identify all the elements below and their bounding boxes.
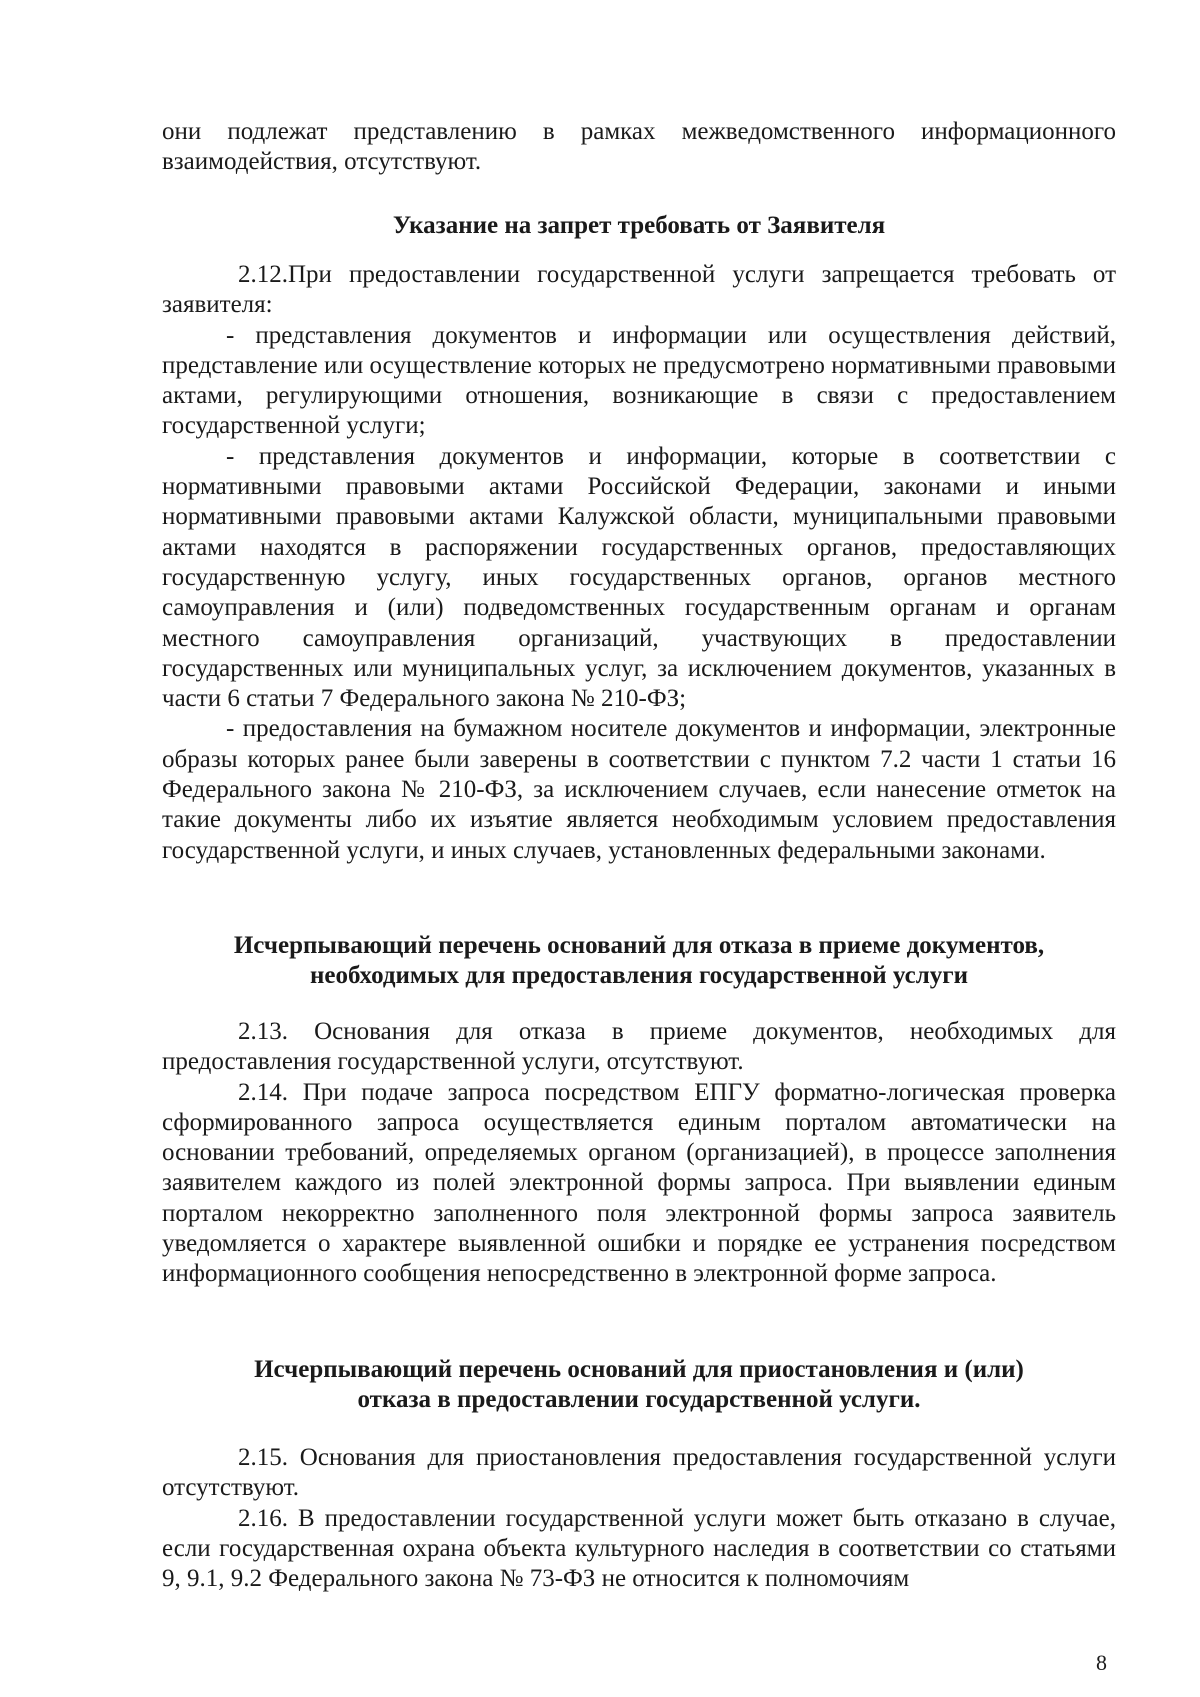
paragraph-2-14: 2.14. При подаче запроса посредством ЕПГУ форматно-логическая проверка сформированного запроса осуществляется единым порталом автоматически на основании требований, определяемых органом (организацией), в процессе заполнения заявителем каждого из полей электронной формы запроса. При выявлении единым порталом некорректно заполненного поля электронной формы запроса заявитель уведомляется о характере выявленной ошибки и порядке ее устранения посредством информационного сообщения непосредственно в электронной форме запроса. [162, 1078, 1116, 1288]
intro-block [162, 117, 1116, 178]
heading-1-block [162, 211, 1116, 241]
heading-refusal-documents-line-2: необходимых для предоставления государственной услуги [310, 962, 968, 990]
heading-3-block [162, 1355, 1116, 1416]
intro-paragraph: они подлежат представлению в рамках межведомственного информационного взаимодействия, отсутствуют. [162, 118, 1116, 176]
section-2-15-2-16 [162, 1443, 1116, 1594]
heading-prohibition: Указание на запрет требовать от Заявителя [392, 212, 886, 239]
paragraph-2-16: 2.16. В предоставлении государственной услуги может быть отказано в случае, если государственная охрана объекта культурного наследия в соответствии со статьями 9, 9.1, 9.2 Федерального закона № 73-ФЗ не относится к полномочиям [162, 1504, 1116, 1593]
heading-2-block [162, 931, 1116, 992]
heading-suspension-line-2: отказа в предоставлении государственной услуги. [357, 1386, 921, 1414]
heading-suspension-line-1: Исчерпывающий перечень оснований для приостановления и (или) [254, 1356, 1024, 1383]
paragraph-2-12-intro: 2.12.При предоставлении государственной услуги запрещается требовать от заявителя: [162, 261, 1116, 319]
section-2-12 [162, 260, 1116, 866]
list-item: - представления документов и информации или осуществления действий, представление или осуществление которых не предусмотрено нормативными правовыми актами, регулирующими отношения, возникающие в связи с предоставлением государственной услуги; [162, 321, 1116, 440]
list-item: - представления документов и информации, которые в соответствии с нормативными правовыми актами Российской Федерации, законами и иными нормативными правовыми актами Калужской области, муниципальными правовыми актами находятся в распоряжении государственных органов, предоставляющих государственную услугу, иных государственных органов, органов местного самоуправления и (или) подведомственных государственным органам и органам местного самоуправления организаций, участвующих в предоставлении государственных или муниципальных услуг, за исключением документов, указанных в части 6 статьи 7 Федерального закона № 210-ФЗ; [162, 442, 1116, 713]
list-item: - предоставления на бумажном носителе документов и информации, электронные образы которых ранее были заверены в соответствии с пунктом 7.2 части 1 статьи 16 Федерального закона № 210-ФЗ, за исключением случаев, если нанесение отметок на такие документы либо их изъятие является необходимым условием предоставления государственной услуги, и иных случаев, установленных федеральными законами. [162, 715, 1116, 864]
section-2-13-2-14 [162, 1017, 1116, 1290]
paragraph-2-13: 2.13. Основания для отказа в приеме документов, необходимых для предоставления государственной услуги, отсутствуют. [162, 1018, 1116, 1076]
paragraph-2-15: 2.15. Основания для приостановления предоставления государственной услуги отсутствуют. [162, 1444, 1116, 1502]
page-number: 8 [1096, 1650, 1107, 1675]
heading-refusal-documents-line-1: Исчерпывающий перечень оснований для отказа в приеме документов, [233, 932, 1045, 959]
